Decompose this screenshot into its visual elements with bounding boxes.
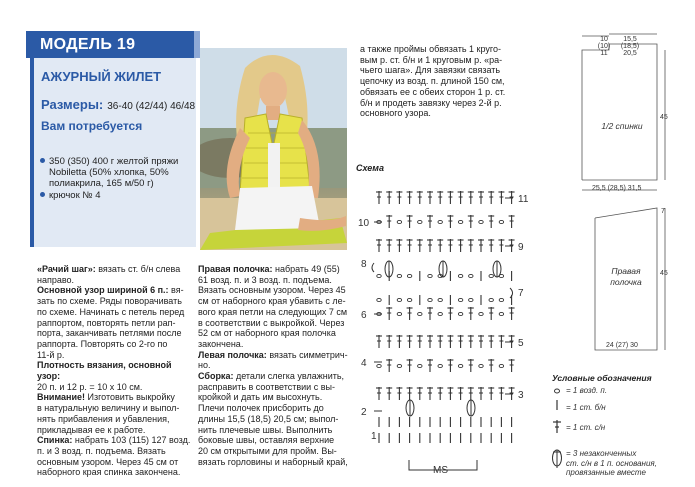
chain-mark	[438, 298, 442, 301]
chain-mark	[469, 274, 473, 277]
paragraph-assembly: Сборка: детали слегка увлажнить,	[198, 371, 345, 382]
chain-mark	[479, 220, 483, 223]
chain-mark	[499, 298, 503, 301]
legend-symbols	[549, 386, 565, 476]
chain-mark	[499, 312, 503, 315]
row-number-right: 3	[518, 390, 524, 401]
chain-mark	[438, 364, 442, 367]
chain-mark	[407, 274, 411, 277]
row-number-right: 9	[518, 242, 524, 253]
row-number-right: 7	[518, 288, 524, 299]
back-height: 45	[660, 114, 668, 121]
row-number-left: 1	[371, 431, 377, 442]
row-number-left: 8	[361, 259, 367, 270]
model-number-badge: МОДЕЛЬ 19	[26, 31, 194, 58]
scheme-title: Схема	[356, 163, 384, 173]
back-piece-outline	[582, 44, 657, 180]
legend-title: Условные обозначения	[552, 373, 652, 383]
bullet-icon	[40, 158, 45, 163]
paragraph-back: Спинка: набрать 103 (115) 127 возд.	[37, 435, 191, 446]
chain-mark	[479, 364, 483, 367]
chain-mark	[377, 298, 381, 301]
row-number-right: 5	[518, 338, 524, 349]
model-photo	[200, 48, 347, 250]
double-crochet-icon	[553, 420, 561, 433]
chain-mark	[397, 298, 401, 301]
chain-mark	[397, 312, 401, 315]
chain-mark	[489, 274, 493, 277]
front-width: 24 (27) 30	[606, 342, 638, 349]
chain-mark	[407, 298, 411, 301]
back-shoulder-dims: 15,5 (18,5) 20,5	[620, 36, 640, 57]
chain-stitch-icon	[555, 389, 560, 393]
chain-mark	[479, 312, 483, 315]
paragraph-attention: Внимание! Изготовить выкройку	[37, 392, 175, 403]
row-number-left: 6	[361, 310, 367, 321]
paragraph-gauge: Плотность вязания, основной узор:	[37, 360, 172, 382]
pattern-title: АЖУРНЫЙ ЖИЛЕТ	[41, 69, 162, 84]
row-number-left: 2	[361, 407, 367, 418]
legend-cluster: = 3 незаконченных ст. с/н в 1 п. основания, провязанные вместе	[566, 449, 657, 477]
sizes-label: Размеры:	[41, 97, 104, 112]
cluster-icon	[553, 450, 562, 468]
paragraph-rachiy-shag: «Рачий шаг»: вязать ст. б/н слева	[37, 264, 181, 274]
front-armhole-height: 7	[661, 208, 665, 215]
front-piece-label: Правая полочка	[610, 266, 642, 287]
chain-mark	[438, 312, 442, 315]
chain-mark	[428, 274, 432, 277]
instructions-column-2: Правая полочка: набрать 49 (55) 61 возд. п. и 3 возд. п. подъема. Вязать основным узором. Через 45 см от наборного края убавить с ле- вого края петли на следующих 7 см в соответствии с выкройкой. Через 52 см от наборного края полочка закончена. Левая полочка: вязать симметрич- но. Сборка: детали слегка увлажнить, расправить в соответствии с вы- кройкой и дать им высохнуть. Плечи полочек присборить до длины 15,5 (18,5) 20,5 см; выпол- нить плечевые швы. Выполнить боковые швы, оставляя верхние 20 см открытыми для пройм. Вы- вязать горловины и наборный край,	[198, 264, 348, 467]
back-width: 25,5 (28,5) 31,5	[592, 185, 642, 192]
chain-mark	[377, 274, 381, 277]
instructions-column-1: «Рачий шаг»: вязать ст. б/н слева направо. Основной узор шириной 6 п.: вя- зать по схеме. Ряды поворачивать по схеме. Начинать с петель перед раппортом, повторять петли рап- порта, заканчивать петлями после раппорта. Повторять со 2-го по 11-й р. Плотность вязания, основной узор: 20 п. и 12 р. = 10 х 10 см. Внимание! Изготовить выкройку в натуральную величину и выпол- нять прибавления и убавления, прикладывая ее к работе. Спинка: набрать 103 (115) 127 возд. п. и 3 возд. п. подъема. Вязать основным узором. Через 45 см от наборного края спинка закончена.	[37, 264, 195, 478]
chain-mark	[458, 312, 462, 315]
legend-double-crochet: = 1 ст. с/н	[566, 423, 606, 432]
repeat-label: MS	[433, 465, 448, 476]
chain-mark	[499, 364, 503, 367]
chain-mark	[438, 220, 442, 223]
legend-single-crochet: = 1 ст. б/н	[566, 403, 606, 412]
chain-mark	[418, 312, 422, 315]
paragraph-right-front: Правая полочка: набрать 49 (55)	[198, 264, 340, 274]
paragraph-main-pattern: Основной узор шириной 6 п.: вя-	[37, 285, 184, 296]
row-direction-arrow	[372, 263, 374, 272]
sizes-line	[41, 97, 195, 112]
chain-mark	[489, 298, 493, 301]
chain-mark	[458, 220, 462, 223]
materials-title: Вам потребуется	[41, 119, 143, 133]
materials-hook: крючок № 4	[40, 190, 101, 201]
chain-mark	[418, 364, 422, 367]
pattern-diagrams	[575, 28, 690, 358]
chain-mark	[458, 274, 462, 277]
chart-marks	[376, 191, 515, 443]
chain-mark	[458, 364, 462, 367]
chain-mark	[458, 298, 462, 301]
row-number-left: 4	[361, 358, 367, 369]
chain-mark	[469, 298, 473, 301]
chain-mark	[397, 274, 401, 277]
instructions-column-3: а также проймы обвязать 1 круго- вым р. ст. б/н и 1 круговым р. «ра- чьего шага». Для завязки связать цепочку из возд. п. длиной 150 см, обвязать ее с обеих сторон 1 р. ст. б/н и продеть завязку через 2-й р. основного узора.	[360, 44, 506, 119]
crochet-chart	[355, 176, 545, 481]
chain-mark	[418, 220, 422, 223]
row-number-left: 10	[358, 218, 370, 229]
chain-mark	[428, 298, 432, 301]
paragraph-left-front: Левая полочка: вязать симметрич-	[198, 349, 348, 360]
info-panel	[34, 58, 196, 247]
back-piece-label: 1/2 спинки	[601, 121, 643, 131]
front-height: 45	[660, 270, 668, 277]
legend-chain: = 1 возд. п.	[566, 386, 608, 395]
model-photo-illustration	[200, 48, 347, 250]
chain-mark	[397, 364, 401, 367]
chain-mark	[397, 220, 401, 223]
back-neck-dims: 10 (10) 11	[597, 36, 611, 57]
chain-mark	[377, 364, 381, 367]
row-number-right: 11	[518, 194, 529, 205]
chain-mark	[499, 220, 503, 223]
bullet-icon	[40, 192, 45, 197]
materials-yarn: 350 (350) 400 г желтой пряжи Nobiletta (50% хлопка, 50% полиакрила, 165 м/50 г)	[40, 156, 178, 189]
sizes-value: 36-40 (42/44) 46/48	[107, 101, 196, 112]
